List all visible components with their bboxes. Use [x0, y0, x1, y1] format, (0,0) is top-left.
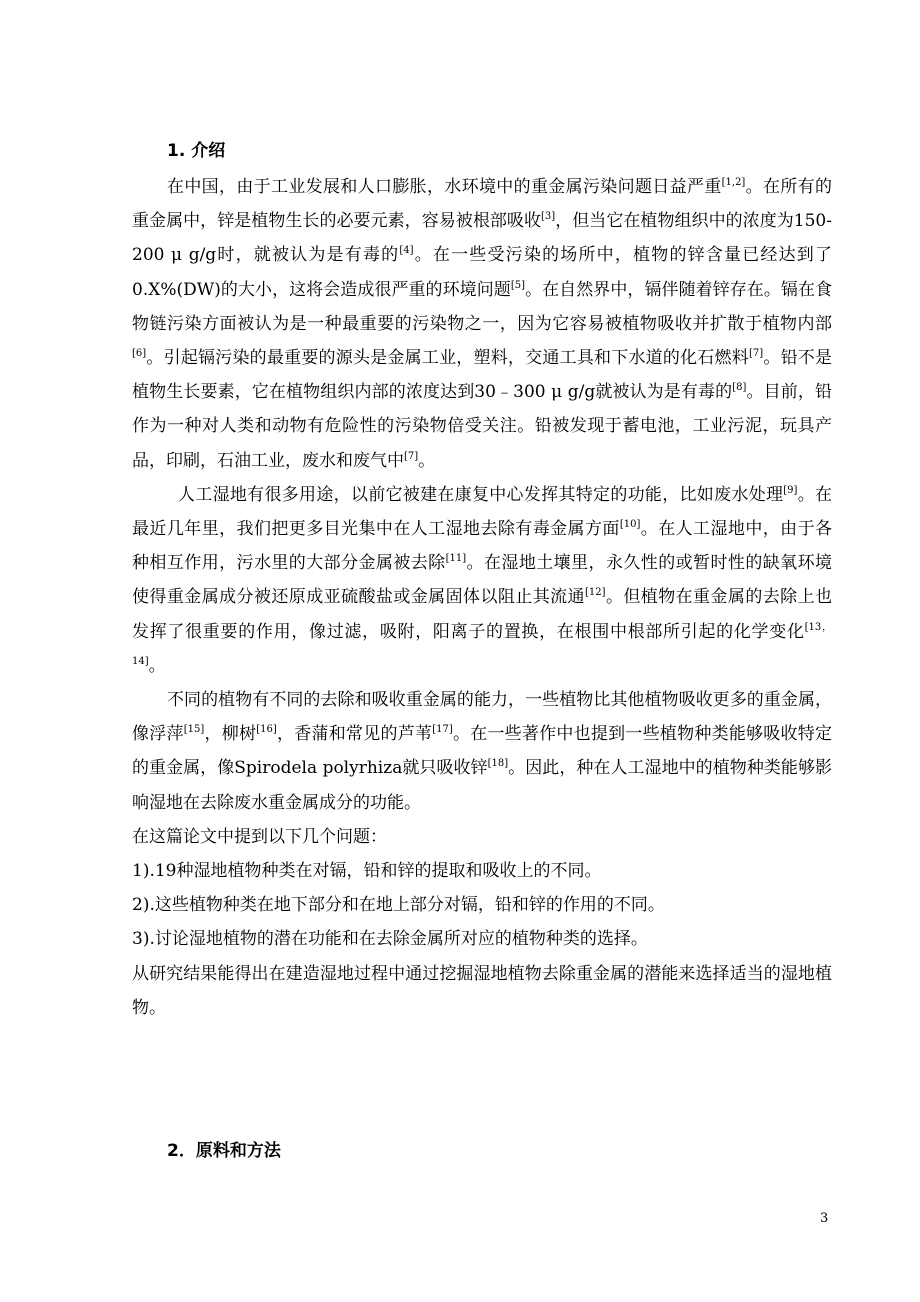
- text-run: 。在人工湿地中，由于各种相互作用，污水里的大部分金属被去除: [132, 519, 833, 574]
- text-run: 。在最近几年里，我们把更多目光集中在人工湿地去除有毒金属方面: [132, 484, 833, 540]
- page-number: 3: [820, 1211, 829, 1226]
- text-run: 。在湿地土壤里，永久性的或暂时性的缺氧环境使得重金属成分被还原成亚硫酸盐或金属固体以阻止其流通: [132, 553, 833, 608]
- citation: [12]: [584, 587, 606, 599]
- text-run: 。引起镉污染的最重要的源头是金属工业，塑料，交通工具和下水道的化石燃料: [146, 348, 749, 369]
- text-run: ，但当它在植物组织中的浓度为150-200 μ g/g时，就被认为是有毒的: [132, 211, 832, 266]
- list-intro: 在这篇论文中提到以下几个问题：: [132, 826, 387, 847]
- body-text: [132, 170, 832, 1025]
- citation: [8]: [732, 382, 747, 394]
- text-run: 。铅不是植物生长要素，它在植物组织内部的浓度达到30﹣300 μ g/g就被认为是有毒的: [132, 348, 833, 403]
- text-run: 在中国，由于工业发展和人口膨胀，水环境中的重金属污染问题日益严重: [167, 177, 722, 197]
- citation: [17]: [432, 724, 453, 736]
- citation: [9]: [783, 484, 798, 496]
- text-run: 。在自然界中，镉伴随着锌存在。镉在食物链污染方面被认为是一种最重要的污染物之一，因为它容易被植物吸收并扩散于植物内部: [132, 279, 833, 334]
- citation: [1,2]: [721, 177, 746, 188]
- text-run: 。但植物在重金属的去除上也发挥了很重要的作用，像过滤，吸附，阳离子的置换，在根围中根部所引起的化学变化: [132, 587, 833, 642]
- text-run: 不同的植物有不同的去除和吸收重金属的能力，一些植物比其他植物吸收更多的重金属，像浮萍: [132, 690, 832, 745]
- list-item: 2).这些植物种类在地下部分和在地上部分对镉，铅和锌的作用的不同。: [132, 895, 665, 916]
- text-run: ，香蒲和常见的芦苇: [276, 724, 433, 745]
- citation: [3]: [541, 211, 556, 223]
- citation: [15]: [183, 724, 205, 736]
- citation: [10]: [619, 519, 641, 531]
- text-run: 。在一些受污染的场所中，植物的锌含量已经达到了0.X%(DW)的大小，这将会造成很严重的环境问题: [132, 245, 833, 300]
- list-item: 3).讨论湿地植物的潜在功能和在去除金属所对应的植物种类的选择。: [132, 929, 648, 950]
- text-run: 。目前，铅作为一种对人类和动物有危险性的污染物倍受关注。铅被发现于蓄电池，工业污泥，玩具产品，印刷，石油工业，废水和废气中: [132, 382, 832, 471]
- text-run: 。: [418, 450, 436, 471]
- citation: [16]: [256, 724, 277, 736]
- citation: [7]: [404, 450, 419, 462]
- citation: [4]: [399, 245, 414, 257]
- text-run: 人工湿地有很多用途，以前它被建在康复中心发挥其特定的功能，比如废水处理: [178, 484, 784, 505]
- list-item: 1).19种湿地植物种类在对镉，铅和锌的提取和吸收上的不同。: [132, 861, 602, 882]
- paragraph-conclusion: 从研究结果能得出在建造湿地过程中通过挖掘湿地植物去除重金属的潜能来选择适当的湿地植物。: [132, 963, 832, 1018]
- text-run: 。在所有的重金属中，锌是植物生长的必要元素，容易被根部吸收: [132, 177, 833, 232]
- section-1-heading: 1. 介绍: [167, 141, 226, 161]
- citation: [5]: [510, 279, 526, 291]
- text-run: 。: [148, 655, 166, 676]
- text-run: 。在一些著作中也提到一些植物种类能够吸收特定的重金属，像Spirodela polyrhiza就只吸收锌: [132, 724, 833, 779]
- paragraph-constructed-wetlands: [132, 478, 832, 683]
- text-run: ，柳树: [204, 724, 257, 745]
- section-2-heading: 2．原料和方法: [167, 1141, 281, 1161]
- citation: [6]: [132, 348, 147, 360]
- paragraph-intro-metals: [132, 170, 832, 478]
- paragraph-plant-species: [132, 683, 832, 820]
- citation: [7]: [748, 348, 764, 360]
- citation: [13，14]: [132, 621, 832, 667]
- text-run: 。因此，种在人工湿地中的植物种类能够影响湿地在去除废水重金属成分的功能。: [132, 758, 833, 813]
- citation: [18]: [487, 758, 509, 770]
- citation: [11]: [445, 553, 467, 565]
